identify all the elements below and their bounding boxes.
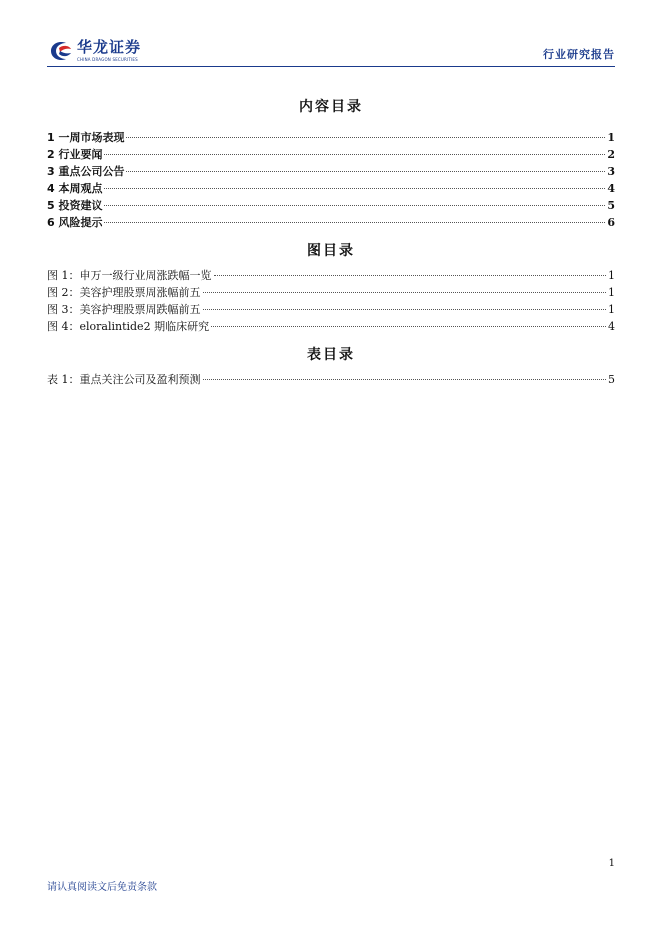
toc-entry[interactable] (47, 163, 615, 180)
figure-entry[interactable] (47, 267, 615, 284)
toc-entry-page: 4 (607, 182, 615, 195)
report-type-label: 行业研究报告 (543, 48, 615, 61)
dot-leader (214, 275, 607, 276)
figure-entry-page: 1 (608, 269, 615, 282)
toc-entry-label: 2 行业要闻 (47, 148, 103, 161)
dot-leader (104, 188, 605, 189)
figure-entry-label: 图 3：美容护理股票周跌幅前五 (47, 303, 201, 316)
dot-leader (203, 309, 607, 310)
figure-entry-page: 4 (608, 320, 615, 333)
table-entry-page: 5 (608, 373, 615, 386)
tables-title: 表目录 (307, 347, 355, 363)
dot-leader (211, 326, 606, 327)
toc-entry[interactable] (47, 180, 615, 197)
figure-entry-label: 图 1：申万一级行业周涨跌幅一览 (47, 269, 212, 282)
figures-title: 图目录 (307, 243, 355, 259)
figure-entry-page: 1 (608, 303, 615, 316)
toc-entry-label: 5 投资建议 (47, 199, 103, 212)
toc-entry-label: 3 重点公司公告 (47, 165, 125, 178)
toc-entry-label: 6 风险提示 (47, 216, 103, 229)
table-entry-label: 表 1：重点关注公司及盈利预测 (47, 373, 201, 386)
table-entry[interactable] (47, 371, 615, 388)
figure-entry[interactable] (47, 284, 615, 301)
toc-entry[interactable] (47, 146, 615, 163)
figure-entry[interactable] (47, 318, 615, 335)
header-divider (47, 66, 615, 67)
toc-entry[interactable] (47, 197, 615, 214)
page-header (47, 38, 615, 66)
toc-entry-page: 2 (607, 148, 615, 161)
toc-entry[interactable] (47, 214, 615, 231)
figure-entry-label: 图 2：美容护理股票周涨幅前五 (47, 286, 201, 299)
dot-leader (203, 292, 607, 293)
toc-entry-page: 3 (607, 165, 615, 178)
figure-entry-label: 图 4：eloralintide2 期临床研究 (47, 320, 210, 333)
dot-leader (104, 222, 605, 223)
figure-entry[interactable] (47, 301, 615, 318)
toc-entry[interactable] (47, 129, 615, 146)
dot-leader (126, 171, 605, 172)
toc-entry-page: 5 (607, 199, 615, 212)
dot-leader (104, 154, 605, 155)
dot-leader (126, 137, 605, 138)
dot-leader (203, 379, 607, 380)
contents-toc (47, 129, 615, 231)
figure-entry-page: 1 (608, 286, 615, 299)
logo-chinese-name: 华龙证券 (77, 38, 142, 56)
dragon-logo-icon (47, 39, 73, 63)
page-number: 1 (608, 858, 615, 869)
toc-entry-page: 6 (607, 216, 615, 229)
contents-title: 内容目录 (299, 99, 363, 115)
toc-entry-label: 4 本周观点 (47, 182, 103, 195)
disclaimer-link[interactable]: 请认真阅读文后免责条款 (47, 882, 157, 893)
logo-english-name: CHINA DRAGON SECURITIES (77, 57, 138, 62)
toc-entry-page: 1 (607, 131, 615, 144)
toc-entry-label: 1 一周市场表现 (47, 131, 125, 144)
tables-toc (47, 371, 615, 388)
dot-leader (104, 205, 605, 206)
figures-toc (47, 267, 615, 335)
